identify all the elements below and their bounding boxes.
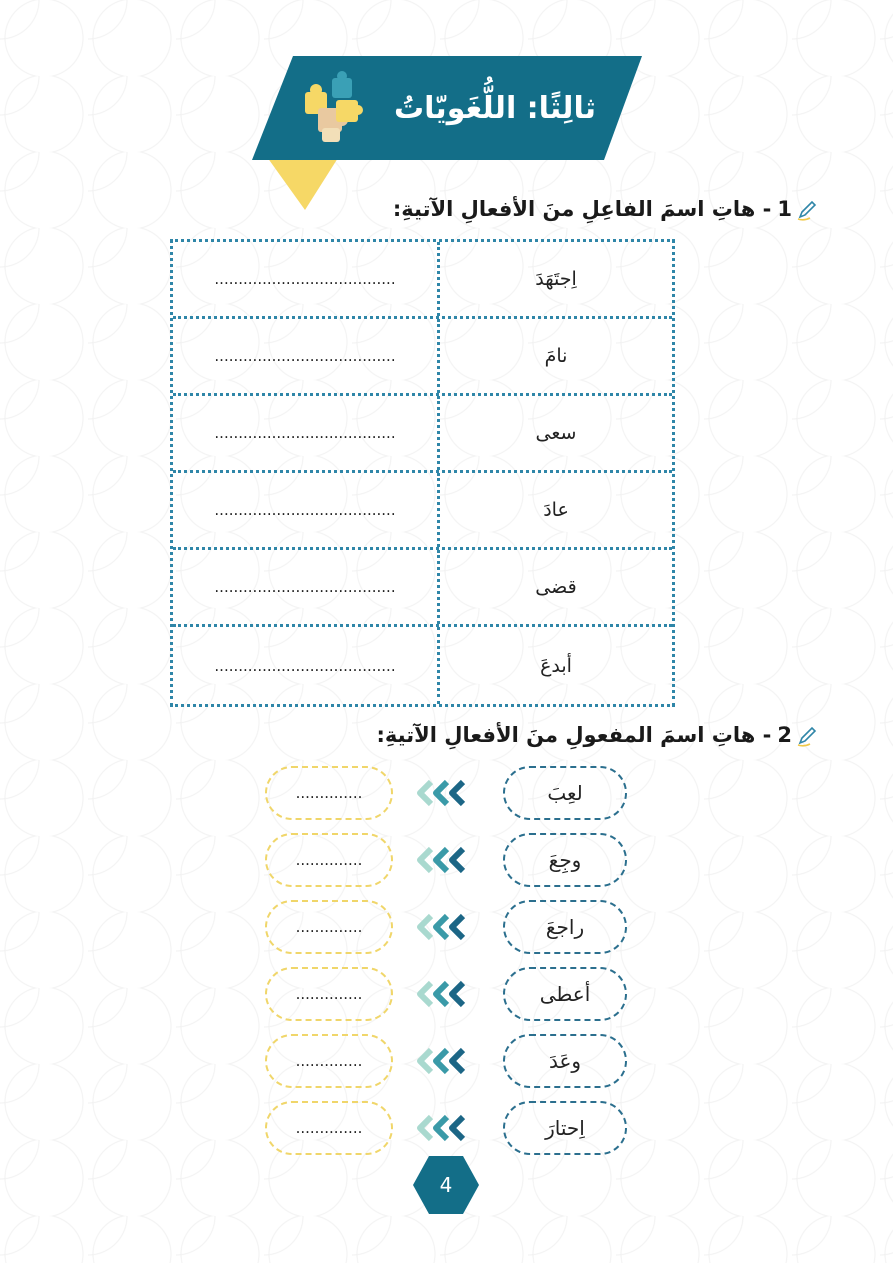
page-title: ثالِثًا: اللُّغَويّاتُ bbox=[394, 91, 596, 126]
exercise2-title: - هاتِ اسمَ المفعولِ منَ الأفعالِ الآتيةِ: bbox=[376, 723, 772, 747]
answer-blank[interactable]: .............. bbox=[265, 967, 393, 1021]
verb-pill: لعِبَ bbox=[503, 766, 627, 820]
triple-chevron-left-icon bbox=[415, 980, 475, 1008]
verb-pill: اِحتارَ bbox=[503, 1101, 627, 1155]
list-item bbox=[265, 967, 627, 1027]
table-row bbox=[173, 550, 672, 627]
triple-chevron-left-icon bbox=[415, 779, 475, 807]
active-participle-table bbox=[170, 239, 675, 707]
verb-cell: نامَ bbox=[437, 319, 672, 393]
pencil-icon bbox=[796, 725, 818, 747]
answer-blank[interactable]: ...................................... bbox=[214, 656, 396, 675]
triple-chevron-left-icon bbox=[415, 1114, 475, 1142]
exercise1-heading bbox=[393, 194, 818, 224]
verb-cell: أبدعَ bbox=[437, 627, 672, 704]
verb-cell: قضى bbox=[437, 550, 672, 624]
exercise1-title: - هاتِ اسمَ الفاعِلِ منَ الأفعالِ الآتيةِ: bbox=[392, 197, 772, 221]
table-row bbox=[173, 242, 672, 319]
triple-chevron-left-icon bbox=[415, 846, 475, 874]
table-row bbox=[173, 396, 672, 473]
answer-blank[interactable]: .............. bbox=[265, 1034, 393, 1088]
verb-pill: أعطى bbox=[503, 967, 627, 1021]
verb-cell: سعى bbox=[437, 396, 672, 470]
list-item bbox=[265, 1101, 627, 1161]
exercise2-number: 2 bbox=[777, 723, 792, 747]
answer-blank[interactable]: ...................................... bbox=[214, 578, 396, 596]
list-item bbox=[265, 833, 627, 893]
answer-blank[interactable]: ...................................... bbox=[214, 501, 396, 519]
answer-blank[interactable]: .............. bbox=[265, 833, 393, 887]
table-row bbox=[173, 319, 672, 396]
answer-blank[interactable]: .............. bbox=[265, 1101, 393, 1155]
exercise1-number: 1 bbox=[777, 197, 792, 221]
table-row bbox=[173, 627, 672, 704]
verb-pill: وعَدَ bbox=[503, 1034, 627, 1088]
triple-chevron-left-icon bbox=[415, 913, 475, 941]
list-item bbox=[265, 900, 627, 960]
verb-cell: اِجتَهَدَ bbox=[437, 242, 672, 316]
list-item bbox=[265, 766, 627, 826]
answer-blank[interactable]: ...................................... bbox=[214, 424, 396, 442]
answer-blank[interactable]: .............. bbox=[265, 766, 393, 820]
list-item bbox=[265, 1034, 627, 1094]
verb-cell: عادَ bbox=[437, 473, 672, 547]
page-number: 4 bbox=[439, 1173, 453, 1197]
table-row bbox=[173, 473, 672, 550]
verb-pill: راجعَ bbox=[503, 900, 627, 954]
answer-blank[interactable]: .............. bbox=[265, 900, 393, 954]
exercise2-heading bbox=[377, 720, 818, 750]
pencil-icon bbox=[796, 199, 818, 221]
answer-blank[interactable]: ...................................... bbox=[214, 270, 396, 288]
answer-blank[interactable]: ...................................... bbox=[214, 347, 396, 365]
verb-pill: وجِعَ bbox=[503, 833, 627, 887]
triple-chevron-left-icon bbox=[415, 1047, 475, 1075]
